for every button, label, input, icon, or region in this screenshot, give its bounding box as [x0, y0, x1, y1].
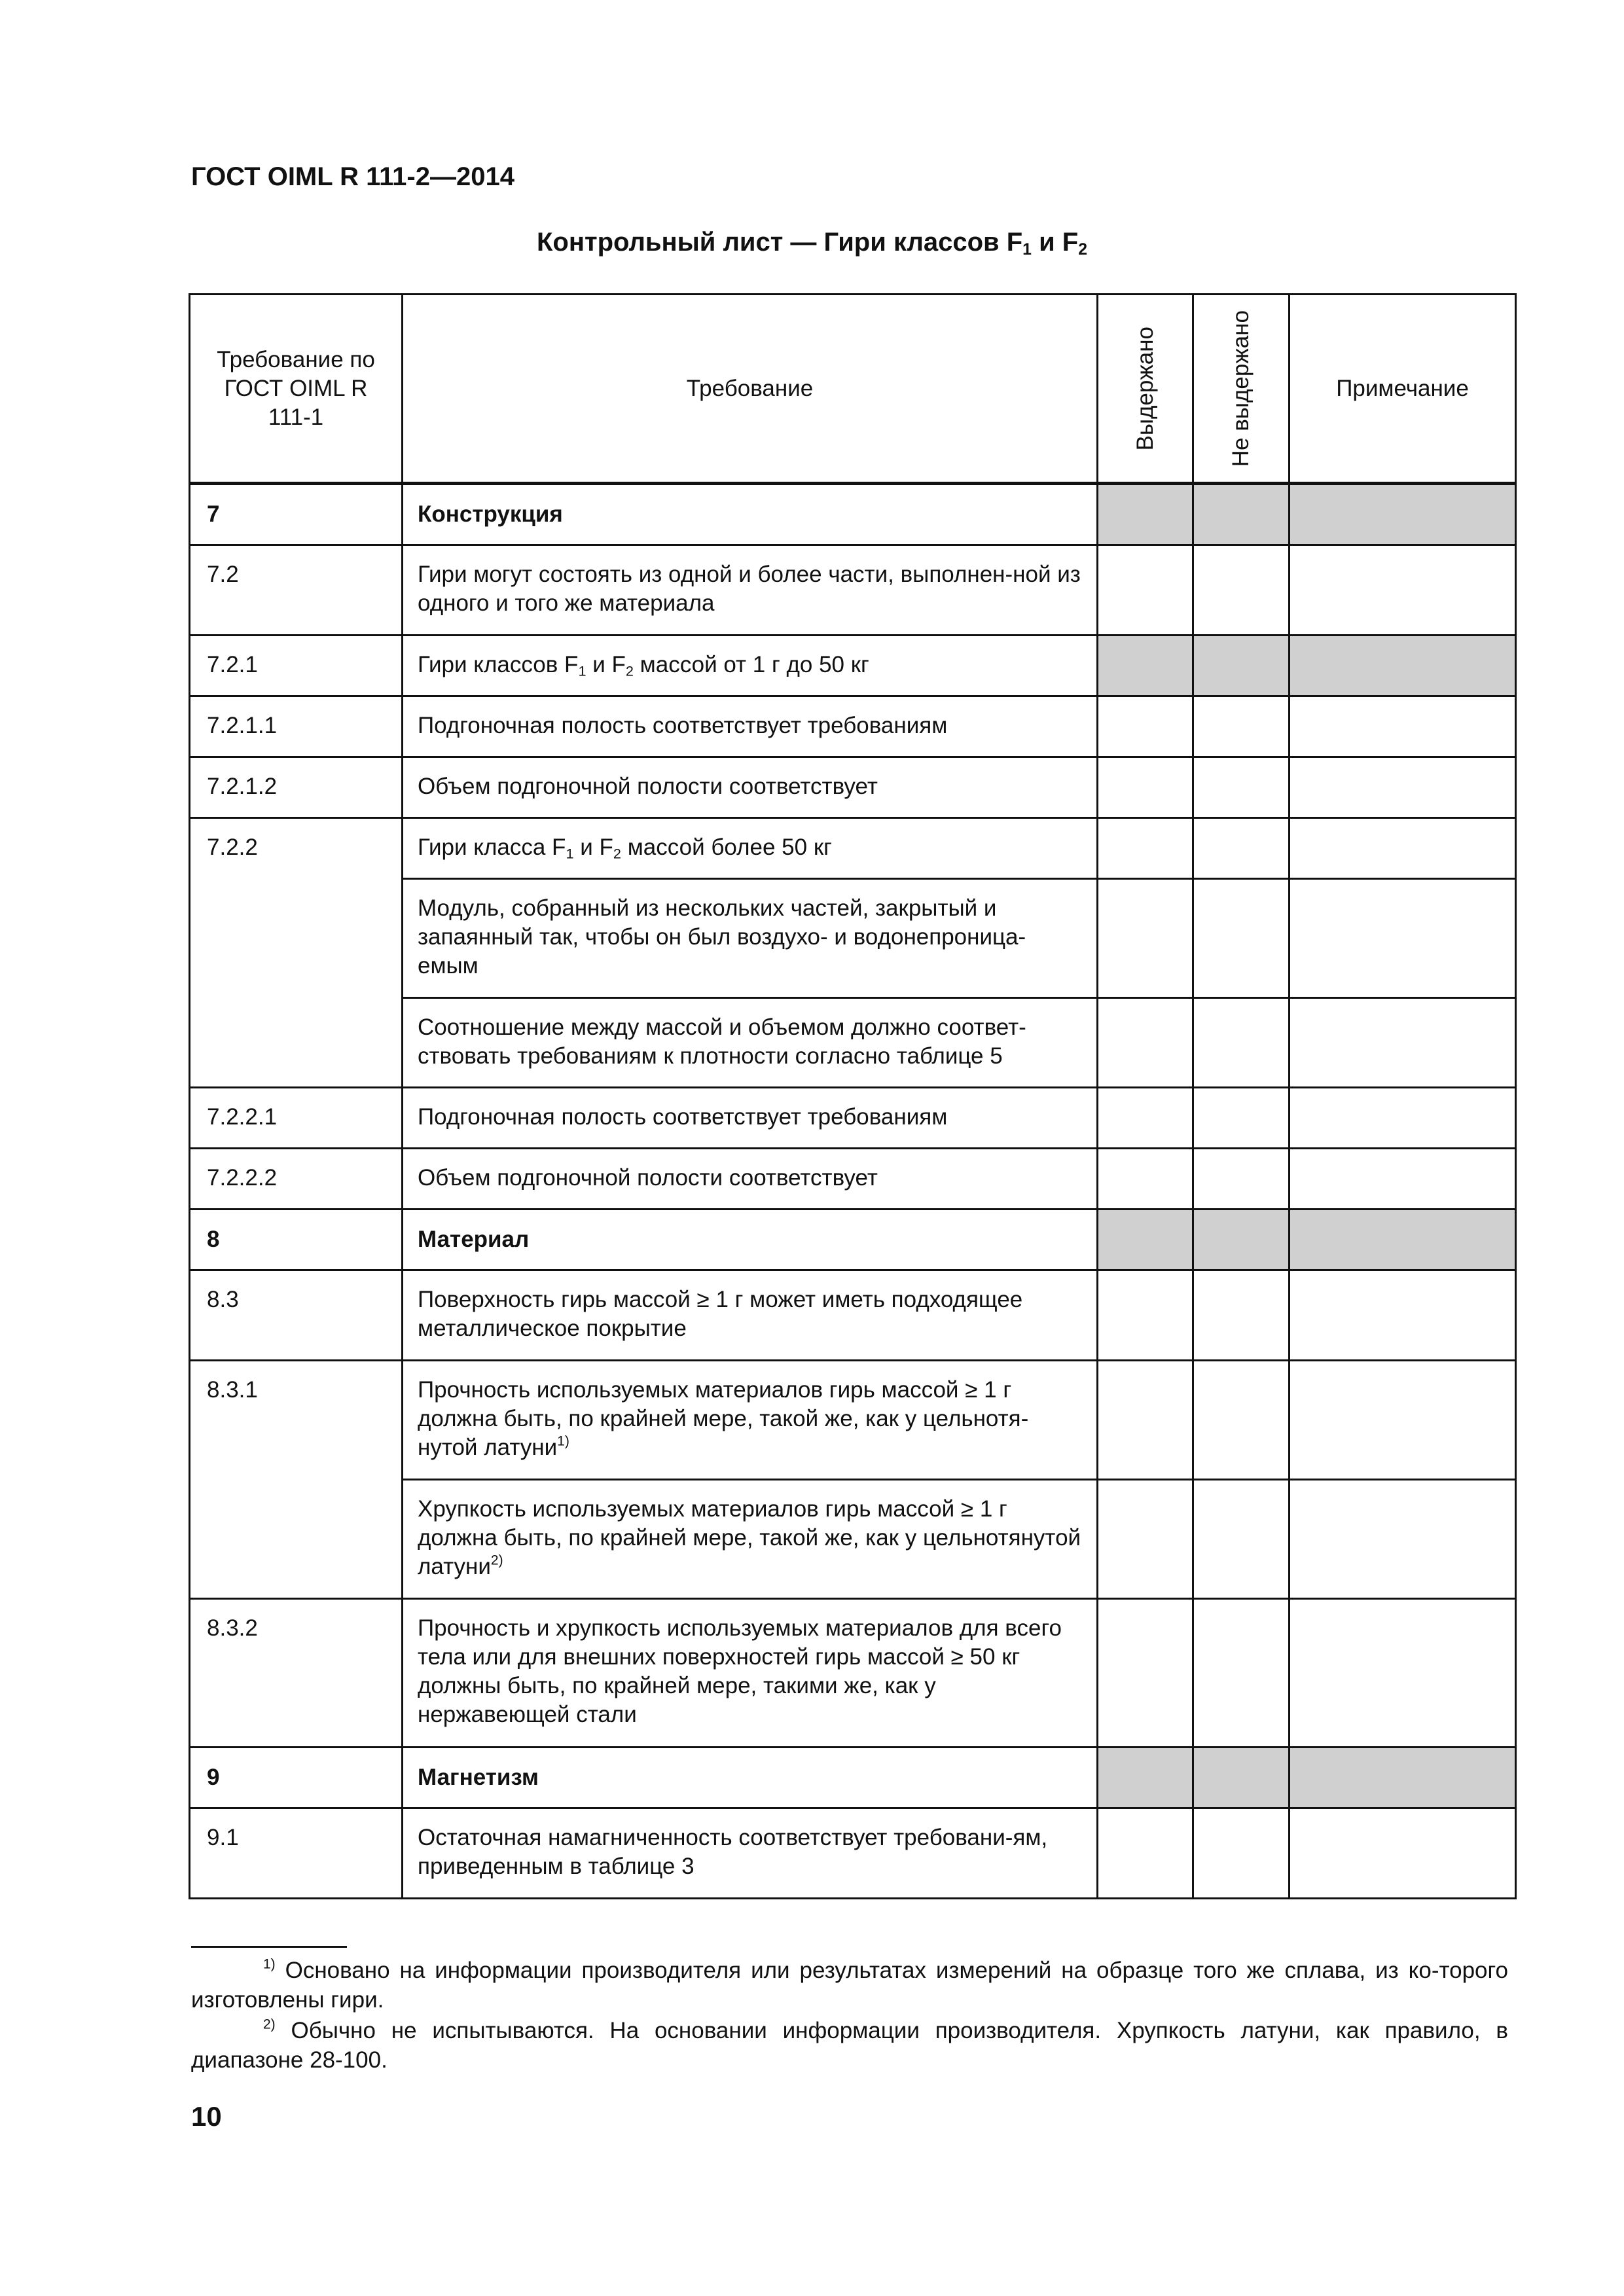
footnote-ref: 2) [490, 1552, 503, 1568]
table-row: Соотношение между массой и объемом должно соответ-ствовать требованиям к плотности согласно таблице 5 [190, 998, 1516, 1088]
note-cell [1290, 1210, 1516, 1270]
failed-cell[interactable] [1193, 1480, 1290, 1599]
note-cell[interactable] [1290, 1480, 1516, 1599]
failed-cell[interactable] [1193, 757, 1290, 818]
passed-cell[interactable] [1098, 818, 1193, 879]
table-row: 9.1 Остаточная намагниченность соответствует требовани-ям, приведенным в таблице 3 [190, 1808, 1516, 1899]
page-number: 10 [191, 2101, 222, 2132]
passed-cell[interactable] [1098, 696, 1193, 757]
failed-cell[interactable] [1193, 998, 1290, 1088]
failed-cell[interactable] [1193, 1808, 1290, 1899]
failed-cell[interactable] [1193, 879, 1290, 998]
header-ref: Требование по ГОСТ OIML R 111-1 [190, 295, 403, 484]
note-cell [1290, 636, 1516, 696]
table-header-row [190, 295, 1516, 484]
passed-cell [1098, 484, 1193, 545]
table-row: 8.3.2 Прочность и хрупкость используемых материалов для всего тела или для внешних поверхностей гирь массой ≥ 50 кг должны быть, по крайней мере, такими же, как у нержавеющей стали [190, 1599, 1516, 1748]
note-cell[interactable] [1290, 998, 1516, 1088]
failed-cell[interactable] [1193, 1149, 1290, 1210]
failed-cell[interactable] [1193, 1599, 1290, 1748]
note-cell[interactable] [1290, 696, 1516, 757]
section-row-7: 7 Конструкция [190, 484, 1516, 545]
section-row-9: 9 Магнетизм [190, 1748, 1516, 1808]
failed-cell [1193, 1748, 1290, 1808]
note-cell[interactable] [1290, 1808, 1516, 1899]
footnote-1: $^{1)}$ Основано на информации производителя или результатах измерений на образце того же сплава, из ко-торого изготовлены гири. [191, 1956, 1508, 2013]
table-row: Модуль, собранный из нескольких частей, закрытый и запаянный так, чтобы он был воздухо- и водонепроница-емым [190, 879, 1516, 998]
table-row: 7.2.2 Гири класса $F_1$ и $F_2$ массой более 50 кг [190, 818, 1516, 879]
table-row: 8.3 Поверхность гирь массой ≥ 1 г может иметь подходящее металлическое покрытие [190, 1270, 1516, 1361]
header-note: Примечание [1290, 295, 1516, 484]
section-row-8: 8 Материал [190, 1210, 1516, 1270]
note-cell[interactable] [1290, 545, 1516, 636]
passed-cell[interactable] [1098, 1599, 1193, 1748]
passed-cell[interactable] [1098, 879, 1193, 998]
note-cell[interactable] [1290, 757, 1516, 818]
passed-cell[interactable] [1098, 1088, 1193, 1149]
note-cell [1290, 484, 1516, 545]
note-cell[interactable] [1290, 1270, 1516, 1361]
failed-cell[interactable] [1193, 1270, 1290, 1361]
note-cell[interactable] [1290, 1361, 1516, 1480]
note-cell[interactable] [1290, 1149, 1516, 1210]
passed-cell[interactable] [1098, 1149, 1193, 1210]
note-cell[interactable] [1290, 1599, 1516, 1748]
failed-cell [1193, 636, 1290, 696]
footnote-ref: 1) [557, 1433, 569, 1449]
passed-cell[interactable] [1098, 757, 1193, 818]
table-row: Хрупкость используемых материалов гирь массой ≥ 1 г должна быть, по крайней мере, такой же, как у цельнотянутой латуни$^{2)}$ [190, 1480, 1516, 1599]
header-passed: Выдержано [1098, 295, 1193, 484]
passed-cell[interactable] [1098, 998, 1193, 1088]
failed-cell [1193, 1210, 1290, 1270]
table-row: 7.2 Гири могут состоять из одной и более части, выполнен-ной из одного и того же материала [190, 545, 1516, 636]
table-row: 7.2.2.2 Объем подгоночной полости соответствует [190, 1149, 1516, 1210]
table-row: 7.2.1 Гири классов $F_1$ и $F_2$ массой от 1 г до 50 кг [190, 636, 1516, 696]
note-cell[interactable] [1290, 818, 1516, 879]
failed-cell[interactable] [1193, 1088, 1290, 1149]
failed-cell[interactable] [1193, 545, 1290, 636]
header-failed: Не выдержано [1193, 295, 1290, 484]
table-row: 7.2.1.1 Подгоночная полость соответствует требованиям [190, 696, 1516, 757]
passed-cell[interactable] [1098, 1361, 1193, 1480]
failed-cell[interactable] [1193, 1361, 1290, 1480]
failed-cell[interactable] [1193, 696, 1290, 757]
passed-cell [1098, 1748, 1193, 1808]
table-row: 7.2.2.1 Подгоночная полость соответствует требованиям [190, 1088, 1516, 1149]
document-header: ГОСТ OIML R 111-2—2014 [191, 162, 514, 191]
failed-cell[interactable] [1193, 818, 1290, 879]
table-row: 7.2.1.2 Объем подгоночной полости соответствует [190, 757, 1516, 818]
note-cell[interactable] [1290, 1088, 1516, 1149]
passed-cell [1098, 1210, 1193, 1270]
failed-cell [1193, 484, 1290, 545]
passed-cell[interactable] [1098, 1808, 1193, 1899]
footnote-2: $^{2)}$ Обычно не испытываются. На основании информации производителя. Хрупкость латуни, как правило, в диапазоне 28-100. [191, 2017, 1508, 2073]
footnote-separator [191, 1946, 347, 1948]
passed-cell[interactable] [1098, 1480, 1193, 1599]
passed-cell[interactable] [1098, 1270, 1193, 1361]
table-row: 8.3.1 Прочность используемых материалов гирь массой ≥ 1 г должна быть, по крайней мере, такой же, как у цельнотя-нутой латуни$^{1)}$ [190, 1361, 1516, 1480]
passed-cell [1098, 636, 1193, 696]
header-requirement: Требование [403, 295, 1098, 484]
passed-cell[interactable] [1098, 545, 1193, 636]
note-cell[interactable] [1290, 879, 1516, 998]
note-cell [1290, 1748, 1516, 1808]
table-title: Контрольный лист — Гири классов $F_1$ и $F_2$ [536, 228, 1088, 259]
checklist-table [189, 293, 1517, 1899]
